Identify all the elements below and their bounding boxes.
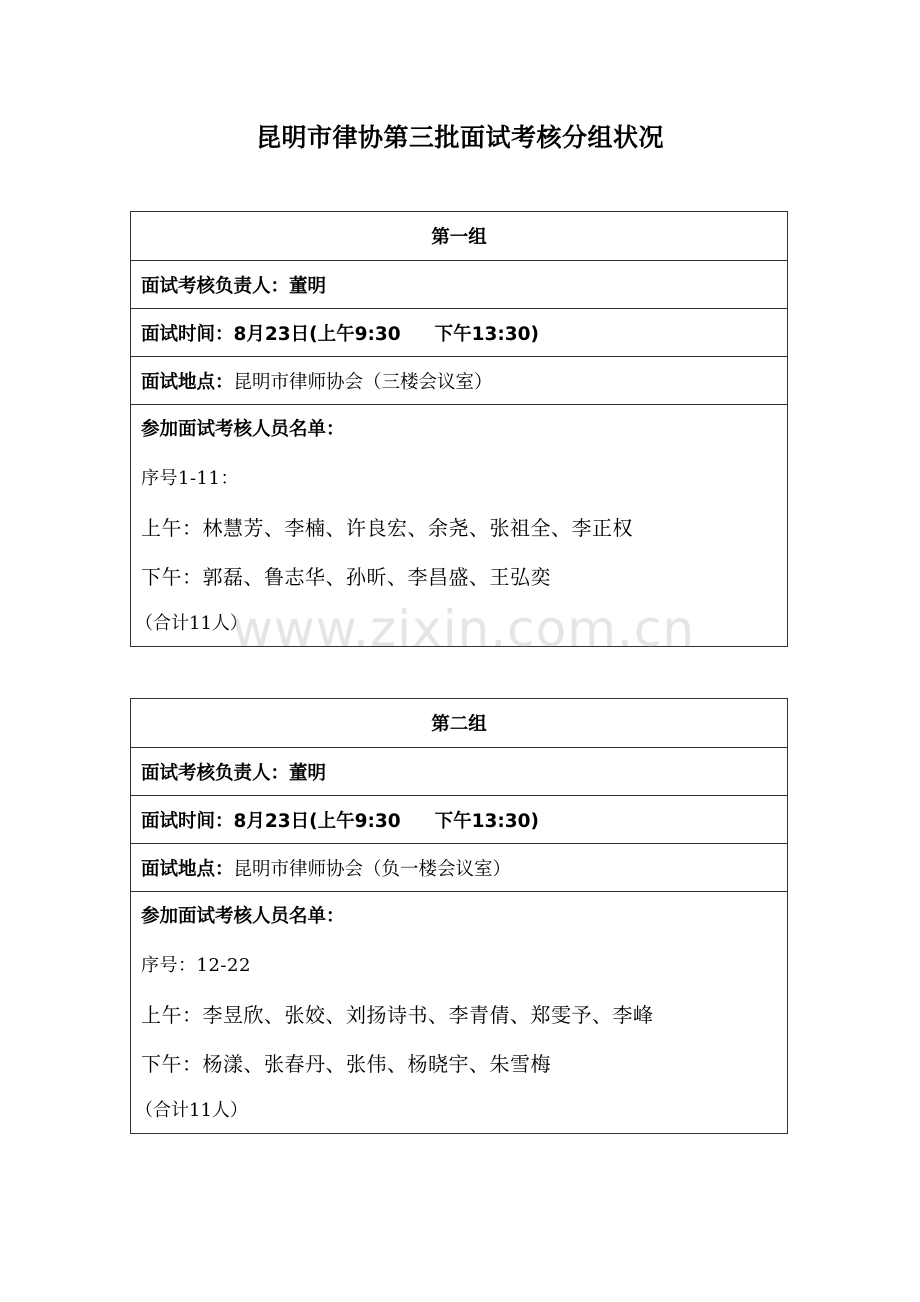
serial-range: 序号1-11：	[141, 467, 239, 489]
morning-participants: 上午：李昱欣、张姣、刘扬诗书、李青倩、郑雯予、李峰	[141, 1003, 654, 1027]
time-row	[131, 795, 787, 843]
group-table-1	[130, 211, 788, 647]
participant-total: （合计11人）	[135, 613, 248, 634]
manager-label: 面试考核负责人：	[141, 275, 290, 297]
location-row	[131, 356, 787, 404]
group-table-2	[130, 698, 788, 1134]
time-morning: 8月23日(上午9:30	[233, 323, 401, 345]
group-header: 第一组	[431, 227, 487, 248]
time-label: 面试时间：	[141, 323, 234, 345]
participant-list-label: 参加面试考核人员名单：	[141, 906, 345, 927]
manager-row	[131, 747, 787, 795]
location-value: 昆明市律师协会（三楼会议室）	[233, 371, 493, 393]
morning-participants: 上午：林慧芳、李楠、许良宏、余尧、张祖全、李正权	[141, 516, 633, 540]
participant-list	[131, 891, 787, 1133]
location-label: 面试地点：	[141, 858, 234, 880]
time-afternoon: 下午13:30)	[434, 810, 539, 832]
manager-row	[131, 260, 787, 308]
manager-value: 董明	[289, 275, 327, 297]
time-morning: 8月23日(上午9:30	[233, 810, 401, 832]
time-afternoon: 下午13:30)	[434, 323, 539, 345]
manager-value: 董明	[289, 762, 327, 784]
participant-list	[131, 404, 787, 646]
afternoon-participants: 下午：郭磊、鲁志华、孙昕、李昌盛、王弘奕	[141, 564, 551, 589]
time-row	[131, 308, 787, 356]
afternoon-participants: 下午：杨漾、张春丹、张伟、杨晓宇、朱雪梅	[141, 1051, 551, 1076]
location-label: 面试地点：	[141, 371, 234, 393]
participant-list-label: 参加面试考核人员名单：	[141, 419, 345, 440]
participant-total: （合计11人）	[135, 1100, 248, 1121]
manager-label: 面试考核负责人：	[141, 762, 290, 784]
time-label: 面试时间：	[141, 810, 234, 832]
watermark: www.zixin.com.cn	[232, 600, 696, 658]
location-row	[131, 843, 787, 891]
document-title: 昆明市律协第三批面试考核分组状况	[255, 123, 664, 152]
location-value: 昆明市律师协会（负一楼会议室）	[233, 858, 512, 880]
group-header: 第二组	[431, 714, 487, 735]
serial-range: 序号：12-22	[141, 954, 251, 976]
